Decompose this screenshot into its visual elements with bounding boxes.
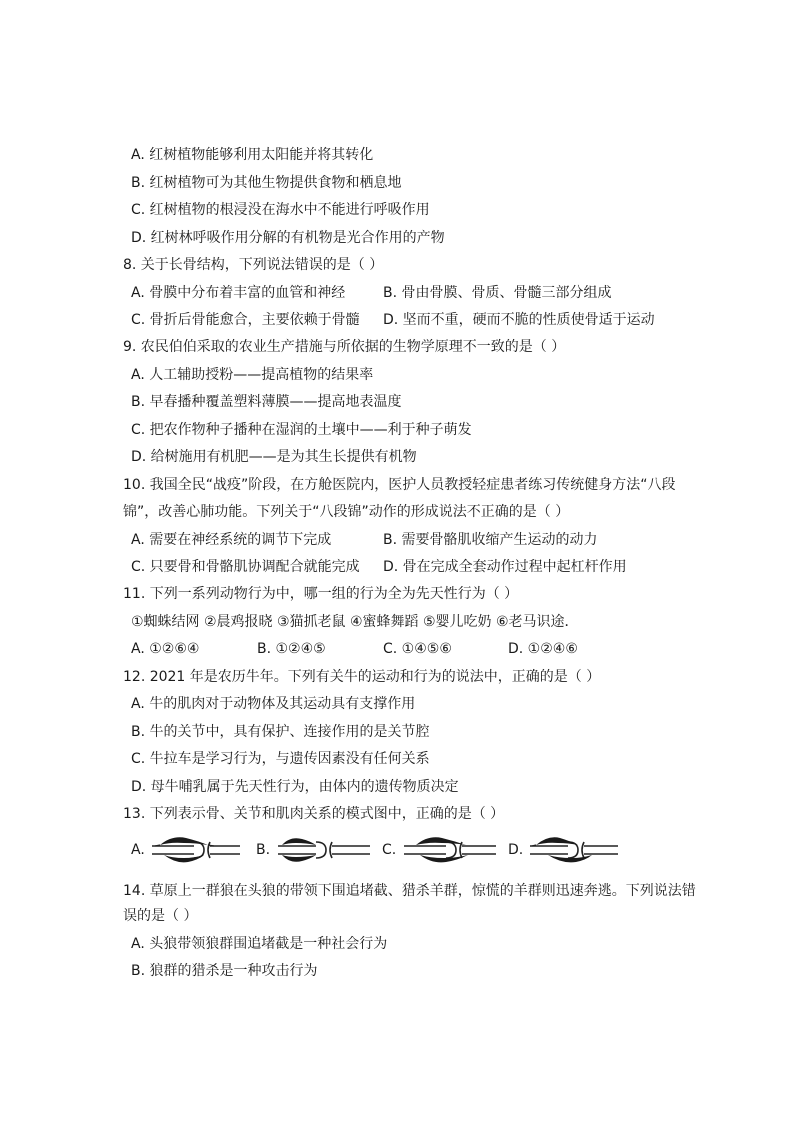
q12-stem: 12. 2021 年是农历牛年。下列有关牛的运动和行为的说法中，正确的是（ ）	[123, 669, 601, 685]
q11-option-d: D. ①②④⑥	[508, 641, 578, 657]
q13-label-d: D.	[508, 842, 524, 858]
q9-stem: 9. 农民伯伯采取的农业生产措施与所依据的生物学原理不一致的是（ ）	[123, 339, 566, 355]
q8-option-a: A. 骨膜中分布着丰富的血管和神经	[131, 285, 346, 301]
q8-option-d: D. 坚而不重，硬而不脆的性质使骨适于运动	[383, 312, 655, 328]
q10-option-c: C. 只要骨和骨骼肌协调配合就能完成	[131, 559, 360, 575]
q7-option-c: C. 红树植物的根浸没在海水中不能进行呼吸作用	[131, 202, 430, 218]
q10-stem-line2: 锦”，改善心肺功能。下列关于“八段锦”动作的形成说法不正确的是（ ）	[123, 504, 570, 520]
q9-option-a: A. 人工辅助授粉——提高植物的结果率	[131, 367, 374, 383]
q10-option-d: D. 骨在完成全套动作过程中起杠杆作用	[383, 559, 627, 575]
q8-option-b: B. 骨由骨膜、骨质、骨髓三部分组成	[383, 285, 612, 301]
q7-option-a: A. 红树植物能够利用太阳能并将其转化	[131, 147, 374, 163]
q11-option-a: A. ①②⑥④	[131, 641, 200, 657]
q13-label-c: C.	[382, 842, 397, 858]
q14-option-a: A. 头狼带领狼群围追堵截是一种社会行为	[131, 936, 388, 952]
q7-option-b: B. 红树植物可为其他生物提供食物和栖息地	[131, 175, 402, 191]
q13-diagram-d	[528, 833, 620, 867]
q8-option-c: C. 骨折后骨能愈合，主要依赖于骨髓	[131, 312, 360, 328]
q13-diagram-a	[150, 833, 242, 867]
q14-option-b: B. 狼群的猎杀是一种攻击行为	[131, 963, 318, 979]
q11-option-c: C. ①④⑤⑥	[383, 641, 452, 657]
q9-option-b: B. 早春播种覆盖塑料薄膜——提高地表温度	[131, 394, 402, 410]
q13-stem: 13. 下列表示骨、关节和肌肉关系的模式图中，正确的是（ ）	[123, 806, 505, 822]
q12-option-c: C. 牛拉车是学习行为，与遗传因素没有任何关系	[131, 751, 430, 767]
q12-option-d: D. 母牛哺乳属于先天性行为，由体内的遗传物质决定	[131, 779, 459, 795]
q13-label-a: A.	[131, 842, 145, 858]
q11-stem: 11. 下列一系列动物行为中，哪一组的行为全为先天性行为（ ）	[123, 586, 519, 602]
q13-label-b: B.	[256, 842, 271, 858]
q11-behavior-list: ①蜘蛛结网 ②晨鸡报晓 ③猫抓老鼠 ④蜜蜂舞蹈 ⑤婴儿吃奶 ⑥老马识途．	[131, 614, 579, 630]
q12-option-a: A. 牛的肌肉对于动物体及其运动具有支撑作用	[131, 696, 416, 712]
q7-option-d: D. 红树林呼吸作用分解的有机物是光合作用的产物	[131, 230, 445, 246]
q12-option-b: B. 牛的关节中，具有保护、连接作用的是关节腔	[131, 724, 430, 740]
q10-stem-line1: 10. 我国全民“战疫”阶段，在方舱医院内，医护人员教授轻症患者练习传统健身方法“八段	[123, 477, 676, 493]
q14-stem-line1: 14. 草原上一群狼在头狼的带领下围追堵截、猎杀羊群，惊慌的羊群则迅速奔逃。下列说法错	[123, 883, 696, 899]
q9-option-c: C. 把农作物种子播种在湿润的土壤中——利于种子萌发	[131, 422, 472, 438]
q13-diagram-b	[276, 833, 372, 867]
q11-option-b: B. ①②④⑤	[257, 641, 326, 657]
q13-diagram-c	[402, 833, 498, 867]
q10-option-a: A. 需要在神经系统的调节下完成	[131, 532, 332, 548]
q9-option-d: D. 给树施用有机肥——是为其生长提供有机物	[131, 449, 417, 465]
q14-stem-line2: 误的是（ ）	[123, 908, 198, 924]
q10-option-b: B. 需要骨骼肌收缩产生运动的动力	[383, 532, 598, 548]
q8-stem: 8. 关于长骨结构，下列说法错误的是（ ）	[123, 257, 384, 273]
